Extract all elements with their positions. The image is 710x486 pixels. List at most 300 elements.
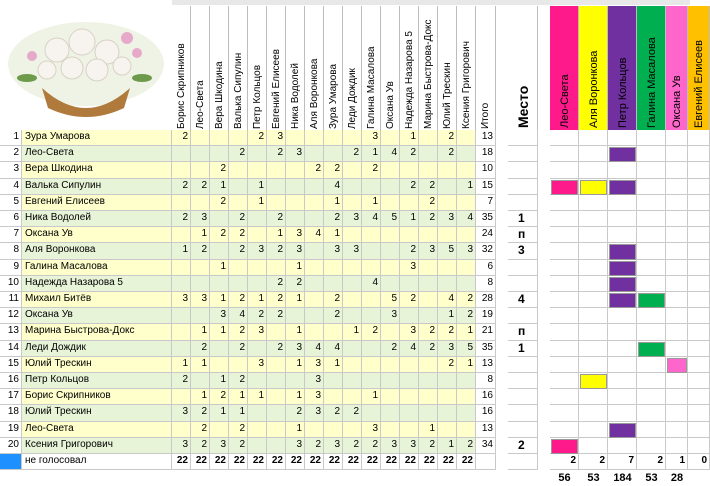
- finalist-cell[interactable]: [666, 195, 688, 211]
- place-cell[interactable]: [508, 146, 538, 162]
- row-number[interactable]: 5: [0, 195, 22, 211]
- vote-cell[interactable]: 3: [305, 373, 324, 389]
- finalist-cell[interactable]: [608, 227, 637, 243]
- finalist-cell[interactable]: [666, 162, 688, 178]
- row-name[interactable]: Юлий Трескин: [22, 405, 172, 421]
- vote-cell[interactable]: [343, 227, 362, 243]
- vote-cell[interactable]: 2: [267, 211, 286, 227]
- place-cell[interactable]: 4: [508, 292, 538, 308]
- vote-cell[interactable]: 1: [457, 357, 476, 373]
- vote-cell[interactable]: 2: [229, 422, 248, 438]
- vote-cell[interactable]: [305, 243, 324, 259]
- finalist-cell[interactable]: [688, 130, 710, 146]
- total-cell[interactable]: 10: [476, 162, 496, 178]
- vote-cell[interactable]: 2: [229, 243, 248, 259]
- vote-cell[interactable]: [343, 389, 362, 405]
- vote-cell[interactable]: 3: [362, 130, 381, 146]
- vote-cell[interactable]: [438, 179, 457, 195]
- finalist-cell[interactable]: [550, 389, 579, 405]
- vote-cell[interactable]: 1: [248, 179, 267, 195]
- vote-cell[interactable]: 1: [172, 243, 191, 259]
- voter-header[interactable]: Ксения Григорович: [457, 6, 476, 130]
- vote-cell[interactable]: [362, 308, 381, 324]
- vote-cell[interactable]: 2: [191, 243, 210, 259]
- finalist-cell[interactable]: [666, 276, 688, 292]
- vote-cell[interactable]: 1: [267, 227, 286, 243]
- vote-cell[interactable]: 3: [248, 357, 267, 373]
- vote-cell[interactable]: 2: [191, 405, 210, 421]
- total-cell[interactable]: 35: [476, 341, 496, 357]
- finalist-cell[interactable]: [637, 405, 666, 421]
- vote-cell[interactable]: [362, 179, 381, 195]
- place-cell[interactable]: [508, 130, 538, 146]
- vote-cell[interactable]: 3: [438, 211, 457, 227]
- finalist-cell[interactable]: [688, 276, 710, 292]
- vote-cell[interactable]: 5: [381, 211, 400, 227]
- vote-cell[interactable]: [191, 373, 210, 389]
- vote-cell[interactable]: [324, 260, 343, 276]
- vote-cell[interactable]: [457, 405, 476, 421]
- vote-cell[interactable]: [191, 308, 210, 324]
- row-number[interactable]: 1: [0, 130, 22, 146]
- vote-cell[interactable]: 1: [286, 324, 305, 340]
- vote-cell[interactable]: 1: [248, 292, 267, 308]
- row-name[interactable]: Оксана Ув: [22, 227, 172, 243]
- finalist-cell[interactable]: [666, 308, 688, 324]
- vote-cell[interactable]: [267, 373, 286, 389]
- vote-cell[interactable]: [267, 438, 286, 454]
- vote-cell[interactable]: [267, 389, 286, 405]
- row-name[interactable]: Юлий Трескин: [22, 357, 172, 373]
- row-name[interactable]: Михаил Битёв: [22, 292, 172, 308]
- row-name[interactable]: Борис Скрипников: [22, 389, 172, 405]
- vote-cell[interactable]: 3: [400, 260, 419, 276]
- vote-cell[interactable]: [400, 308, 419, 324]
- vote-cell[interactable]: [381, 195, 400, 211]
- vote-cell[interactable]: [419, 260, 438, 276]
- footer-vote-cell[interactable]: 22: [324, 454, 343, 470]
- vote-cell[interactable]: [419, 227, 438, 243]
- finalist-cell[interactable]: [608, 389, 637, 405]
- vote-cell[interactable]: 2: [343, 146, 362, 162]
- vote-cell[interactable]: [286, 130, 305, 146]
- vote-cell[interactable]: 3: [362, 422, 381, 438]
- vote-cell[interactable]: 1: [324, 357, 343, 373]
- vote-cell[interactable]: [457, 130, 476, 146]
- vote-cell[interactable]: [381, 276, 400, 292]
- vote-cell[interactable]: 3: [438, 341, 457, 357]
- vote-cell[interactable]: 1: [210, 324, 229, 340]
- vote-cell[interactable]: 1: [343, 324, 362, 340]
- finalist-cell[interactable]: [550, 195, 579, 211]
- vote-cell[interactable]: [229, 260, 248, 276]
- vote-cell[interactable]: 2: [267, 341, 286, 357]
- vote-cell[interactable]: 3: [324, 438, 343, 454]
- finalist-header[interactable]: Галина Масалова: [637, 6, 666, 130]
- vote-cell[interactable]: 2: [248, 308, 267, 324]
- total-cell[interactable]: 15: [476, 179, 496, 195]
- finalist-cell[interactable]: [688, 146, 710, 162]
- footer-row-number[interactable]: [0, 454, 22, 470]
- row-number[interactable]: 7: [0, 227, 22, 243]
- finalist-cell[interactable]: [666, 422, 688, 438]
- row-name[interactable]: Надежда Назарова 5: [22, 276, 172, 292]
- footer-vote-cell[interactable]: 22: [210, 454, 229, 470]
- finalist-cell[interactable]: [550, 146, 579, 162]
- vote-cell[interactable]: [457, 422, 476, 438]
- vote-cell[interactable]: 1: [362, 389, 381, 405]
- vote-cell[interactable]: [172, 276, 191, 292]
- vote-cell[interactable]: [286, 211, 305, 227]
- vote-cell[interactable]: [172, 146, 191, 162]
- finalist-cell[interactable]: [688, 422, 710, 438]
- vote-cell[interactable]: [362, 243, 381, 259]
- finalist-cell[interactable]: [688, 308, 710, 324]
- finalist-cell[interactable]: [550, 243, 579, 259]
- vote-cell[interactable]: [248, 341, 267, 357]
- finalist-cell[interactable]: [579, 276, 608, 292]
- vote-cell[interactable]: 2: [210, 195, 229, 211]
- vote-cell[interactable]: [362, 341, 381, 357]
- vote-cell[interactable]: [381, 405, 400, 421]
- finalist-cell[interactable]: [688, 373, 710, 389]
- finalist-cell[interactable]: [608, 324, 637, 340]
- finalist-cell[interactable]: [550, 227, 579, 243]
- vote-cell[interactable]: [210, 341, 229, 357]
- voter-header[interactable]: Петр Кольцов: [248, 6, 267, 130]
- vote-cell[interactable]: [229, 357, 248, 373]
- vote-cell[interactable]: [172, 422, 191, 438]
- finalist-cell[interactable]: [666, 438, 688, 454]
- footer-vote-cell[interactable]: 22: [305, 454, 324, 470]
- finalist-cell[interactable]: [637, 130, 666, 146]
- vote-cell[interactable]: [343, 179, 362, 195]
- row-number[interactable]: 3: [0, 162, 22, 178]
- vote-cell[interactable]: 3: [457, 243, 476, 259]
- total-cell[interactable]: 6: [476, 260, 496, 276]
- row-number[interactable]: 14: [0, 341, 22, 357]
- finalist-cell[interactable]: [688, 324, 710, 340]
- vote-cell[interactable]: [343, 422, 362, 438]
- vote-cell[interactable]: [381, 243, 400, 259]
- vote-cell[interactable]: [362, 260, 381, 276]
- vote-cell[interactable]: 1: [210, 179, 229, 195]
- vote-cell[interactable]: [172, 227, 191, 243]
- vote-cell[interactable]: [305, 324, 324, 340]
- vote-cell[interactable]: [172, 195, 191, 211]
- footer-finalist-count[interactable]: 2: [550, 454, 579, 470]
- finalist-cell[interactable]: [608, 357, 637, 373]
- vote-cell[interactable]: [248, 227, 267, 243]
- vote-cell[interactable]: 3: [172, 405, 191, 421]
- vote-cell[interactable]: 1: [286, 260, 305, 276]
- vote-cell[interactable]: [419, 146, 438, 162]
- place-cell[interactable]: 3: [508, 243, 538, 259]
- vote-cell[interactable]: 2: [191, 179, 210, 195]
- finalist-cell[interactable]: [579, 308, 608, 324]
- place-cell[interactable]: [508, 308, 538, 324]
- vote-cell[interactable]: [438, 162, 457, 178]
- vote-cell[interactable]: [210, 276, 229, 292]
- vote-cell[interactable]: [267, 195, 286, 211]
- footer-vote-cell[interactable]: 22: [267, 454, 286, 470]
- vote-cell[interactable]: 2: [438, 324, 457, 340]
- vote-cell[interactable]: 3: [286, 438, 305, 454]
- vote-cell[interactable]: [229, 130, 248, 146]
- vote-cell[interactable]: [191, 195, 210, 211]
- total-cell[interactable]: 32: [476, 243, 496, 259]
- vote-cell[interactable]: [324, 373, 343, 389]
- row-name[interactable]: Лео-Света: [22, 146, 172, 162]
- vote-cell[interactable]: 2: [267, 146, 286, 162]
- finalist-cell[interactable]: [579, 243, 608, 259]
- finalist-cell[interactable]: [579, 211, 608, 227]
- vote-cell[interactable]: 3: [324, 243, 343, 259]
- total-cell[interactable]: 35: [476, 211, 496, 227]
- vote-cell[interactable]: [457, 162, 476, 178]
- footer-vote-cell[interactable]: 22: [457, 454, 476, 470]
- vote-cell[interactable]: 5: [457, 341, 476, 357]
- finalist-cell[interactable]: [637, 211, 666, 227]
- vote-cell[interactable]: 2: [172, 179, 191, 195]
- vote-cell[interactable]: [324, 422, 343, 438]
- vote-cell[interactable]: 2: [191, 438, 210, 454]
- vote-cell[interactable]: [343, 195, 362, 211]
- vote-cell[interactable]: 1: [286, 422, 305, 438]
- vote-cell[interactable]: 2: [324, 308, 343, 324]
- footer-vote-cell[interactable]: 22: [362, 454, 381, 470]
- finalist-cell[interactable]: [550, 373, 579, 389]
- vote-cell[interactable]: 2: [172, 211, 191, 227]
- finalist-cell[interactable]: [608, 211, 637, 227]
- vote-cell[interactable]: 3: [210, 438, 229, 454]
- vote-cell[interactable]: [172, 389, 191, 405]
- finalist-cell[interactable]: [637, 195, 666, 211]
- vote-cell[interactable]: 1: [286, 357, 305, 373]
- vote-cell[interactable]: [267, 405, 286, 421]
- vote-cell[interactable]: [362, 227, 381, 243]
- vote-cell[interactable]: 3: [400, 324, 419, 340]
- vote-cell[interactable]: [419, 162, 438, 178]
- vote-cell[interactable]: 2: [286, 405, 305, 421]
- vote-cell[interactable]: 3: [305, 389, 324, 405]
- finalist-cell[interactable]: [688, 438, 710, 454]
- finalist-cell[interactable]: [608, 373, 637, 389]
- vote-cell[interactable]: [267, 324, 286, 340]
- place-cell[interactable]: [508, 405, 538, 421]
- row-number[interactable]: 16: [0, 373, 22, 389]
- row-number[interactable]: 10: [0, 276, 22, 292]
- vote-cell[interactable]: [362, 357, 381, 373]
- finalist-cell[interactable]: [579, 146, 608, 162]
- vote-cell[interactable]: [191, 146, 210, 162]
- vote-cell[interactable]: 4: [229, 308, 248, 324]
- finalist-cell[interactable]: [579, 324, 608, 340]
- place-cell[interactable]: [508, 422, 538, 438]
- voter-header[interactable]: Лео-Света: [191, 6, 210, 130]
- finalist-cell[interactable]: [579, 227, 608, 243]
- vote-cell[interactable]: [286, 179, 305, 195]
- vote-cell[interactable]: 3: [305, 357, 324, 373]
- vote-cell[interactable]: 2: [362, 438, 381, 454]
- finalist-cell[interactable]: [688, 211, 710, 227]
- vote-cell[interactable]: 3: [191, 292, 210, 308]
- total-cell[interactable]: 7: [476, 195, 496, 211]
- vote-cell[interactable]: [438, 227, 457, 243]
- vote-cell[interactable]: [229, 162, 248, 178]
- voter-header[interactable]: Юлий Трескин: [438, 6, 457, 130]
- vote-cell[interactable]: 1: [400, 130, 419, 146]
- footer-finalist-count[interactable]: 0: [688, 454, 710, 470]
- vote-cell[interactable]: 3: [286, 227, 305, 243]
- vote-cell[interactable]: 2: [286, 276, 305, 292]
- vote-cell[interactable]: 4: [438, 292, 457, 308]
- vote-cell[interactable]: [305, 260, 324, 276]
- finalist-cell[interactable]: [688, 389, 710, 405]
- place-cell[interactable]: [508, 276, 538, 292]
- vote-cell[interactable]: 2: [229, 373, 248, 389]
- vote-cell[interactable]: [381, 357, 400, 373]
- vote-cell[interactable]: 3: [267, 130, 286, 146]
- finalist-cell[interactable]: [579, 341, 608, 357]
- vote-cell[interactable]: [286, 373, 305, 389]
- finalist-cell[interactable]: [637, 308, 666, 324]
- row-number[interactable]: 4: [0, 179, 22, 195]
- footer-finalist-count[interactable]: 2: [579, 454, 608, 470]
- vote-cell[interactable]: [381, 422, 400, 438]
- row-number[interactable]: 12: [0, 308, 22, 324]
- row-name[interactable]: Марина Быстрова-Докс: [22, 324, 172, 340]
- footer-vote-cell[interactable]: 22: [248, 454, 267, 470]
- total-cell[interactable]: 28: [476, 292, 496, 308]
- row-number[interactable]: 8: [0, 243, 22, 259]
- row-name[interactable]: Ксения Григорович: [22, 438, 172, 454]
- finalist-cell[interactable]: [637, 422, 666, 438]
- vote-cell[interactable]: 2: [343, 438, 362, 454]
- row-name[interactable]: Валька Сипулин: [22, 179, 172, 195]
- footer-vote-cell[interactable]: 22: [400, 454, 419, 470]
- vote-cell[interactable]: 1: [191, 324, 210, 340]
- footer-vote-cell[interactable]: 22: [229, 454, 248, 470]
- vote-cell[interactable]: [438, 422, 457, 438]
- vote-cell[interactable]: 4: [305, 341, 324, 357]
- finalist-cell[interactable]: [637, 324, 666, 340]
- vote-cell[interactable]: 2: [324, 292, 343, 308]
- vote-cell[interactable]: [438, 195, 457, 211]
- vote-cell[interactable]: 2: [229, 341, 248, 357]
- vote-cell[interactable]: 2: [419, 211, 438, 227]
- vote-cell[interactable]: 1: [438, 308, 457, 324]
- finalist-cell[interactable]: [688, 405, 710, 421]
- vote-cell[interactable]: [229, 179, 248, 195]
- total-cell[interactable]: 8: [476, 373, 496, 389]
- finalist-cell[interactable]: [688, 162, 710, 178]
- vote-cell[interactable]: [172, 260, 191, 276]
- vote-cell[interactable]: [172, 162, 191, 178]
- vote-cell[interactable]: [362, 373, 381, 389]
- vote-cell[interactable]: [229, 195, 248, 211]
- finalist-cell[interactable]: [688, 179, 710, 195]
- finalist-cell[interactable]: [637, 162, 666, 178]
- vote-cell[interactable]: 2: [457, 292, 476, 308]
- finalist-cell[interactable]: [550, 211, 579, 227]
- vote-cell[interactable]: 3: [172, 438, 191, 454]
- vote-cell[interactable]: [381, 179, 400, 195]
- vote-cell[interactable]: 2: [400, 179, 419, 195]
- vote-cell[interactable]: 1: [191, 389, 210, 405]
- vote-cell[interactable]: [381, 227, 400, 243]
- vote-cell[interactable]: [248, 211, 267, 227]
- place-cell[interactable]: [508, 195, 538, 211]
- vote-cell[interactable]: 1: [248, 389, 267, 405]
- vote-cell[interactable]: [400, 389, 419, 405]
- vote-cell[interactable]: 1: [229, 389, 248, 405]
- vote-cell[interactable]: 3: [305, 405, 324, 421]
- footer-finalist-count[interactable]: 7: [608, 454, 637, 470]
- vote-cell[interactable]: 1: [229, 405, 248, 421]
- total-cell[interactable]: 16: [476, 405, 496, 421]
- vote-cell[interactable]: [419, 292, 438, 308]
- vote-cell[interactable]: [267, 357, 286, 373]
- finalist-cell[interactable]: [637, 389, 666, 405]
- voter-header[interactable]: Оксана Ув: [381, 6, 400, 130]
- vote-cell[interactable]: [229, 276, 248, 292]
- voter-header[interactable]: Галина Масалова: [362, 6, 381, 130]
- vote-cell[interactable]: [400, 227, 419, 243]
- voter-header[interactable]: Аля Воронкова: [305, 6, 324, 130]
- footer-vote-cell[interactable]: 22: [172, 454, 191, 470]
- vote-cell[interactable]: 3: [343, 243, 362, 259]
- vote-cell[interactable]: [267, 422, 286, 438]
- vote-cell[interactable]: [286, 195, 305, 211]
- finalist-cell[interactable]: [666, 324, 688, 340]
- vote-cell[interactable]: 2: [419, 341, 438, 357]
- vote-cell[interactable]: 2: [438, 130, 457, 146]
- finalist-cell[interactable]: [637, 357, 666, 373]
- place-cell[interactable]: [508, 389, 538, 405]
- vote-cell[interactable]: 2: [210, 162, 229, 178]
- finalist-cell[interactable]: [688, 341, 710, 357]
- vote-cell[interactable]: [191, 276, 210, 292]
- vote-cell[interactable]: 2: [229, 146, 248, 162]
- vote-cell[interactable]: 2: [191, 341, 210, 357]
- place-cell[interactable]: п: [508, 324, 538, 340]
- footer-finalist-count[interactable]: 1: [666, 454, 688, 470]
- finalist-cell[interactable]: [666, 211, 688, 227]
- vote-cell[interactable]: 1: [324, 227, 343, 243]
- finalist-cell[interactable]: [579, 195, 608, 211]
- finalist-cell[interactable]: [550, 260, 579, 276]
- vote-cell[interactable]: [381, 130, 400, 146]
- vote-cell[interactable]: 1: [172, 357, 191, 373]
- vote-cell[interactable]: [248, 276, 267, 292]
- finalist-cell[interactable]: [608, 130, 637, 146]
- vote-cell[interactable]: [381, 324, 400, 340]
- vote-cell[interactable]: [438, 389, 457, 405]
- total-cell[interactable]: 13: [476, 130, 496, 146]
- row-number[interactable]: 6: [0, 211, 22, 227]
- row-name[interactable]: Ника Водолей: [22, 211, 172, 227]
- vote-cell[interactable]: [248, 422, 267, 438]
- vote-cell[interactable]: [210, 130, 229, 146]
- total-cell[interactable]: 21: [476, 324, 496, 340]
- finalist-header[interactable]: Аля Воронкова: [579, 6, 608, 130]
- vote-cell[interactable]: [381, 162, 400, 178]
- finalist-cell[interactable]: [579, 162, 608, 178]
- voter-header[interactable]: Борис Скрипников: [172, 6, 191, 130]
- vote-cell[interactable]: 3: [286, 146, 305, 162]
- vote-cell[interactable]: 2: [438, 357, 457, 373]
